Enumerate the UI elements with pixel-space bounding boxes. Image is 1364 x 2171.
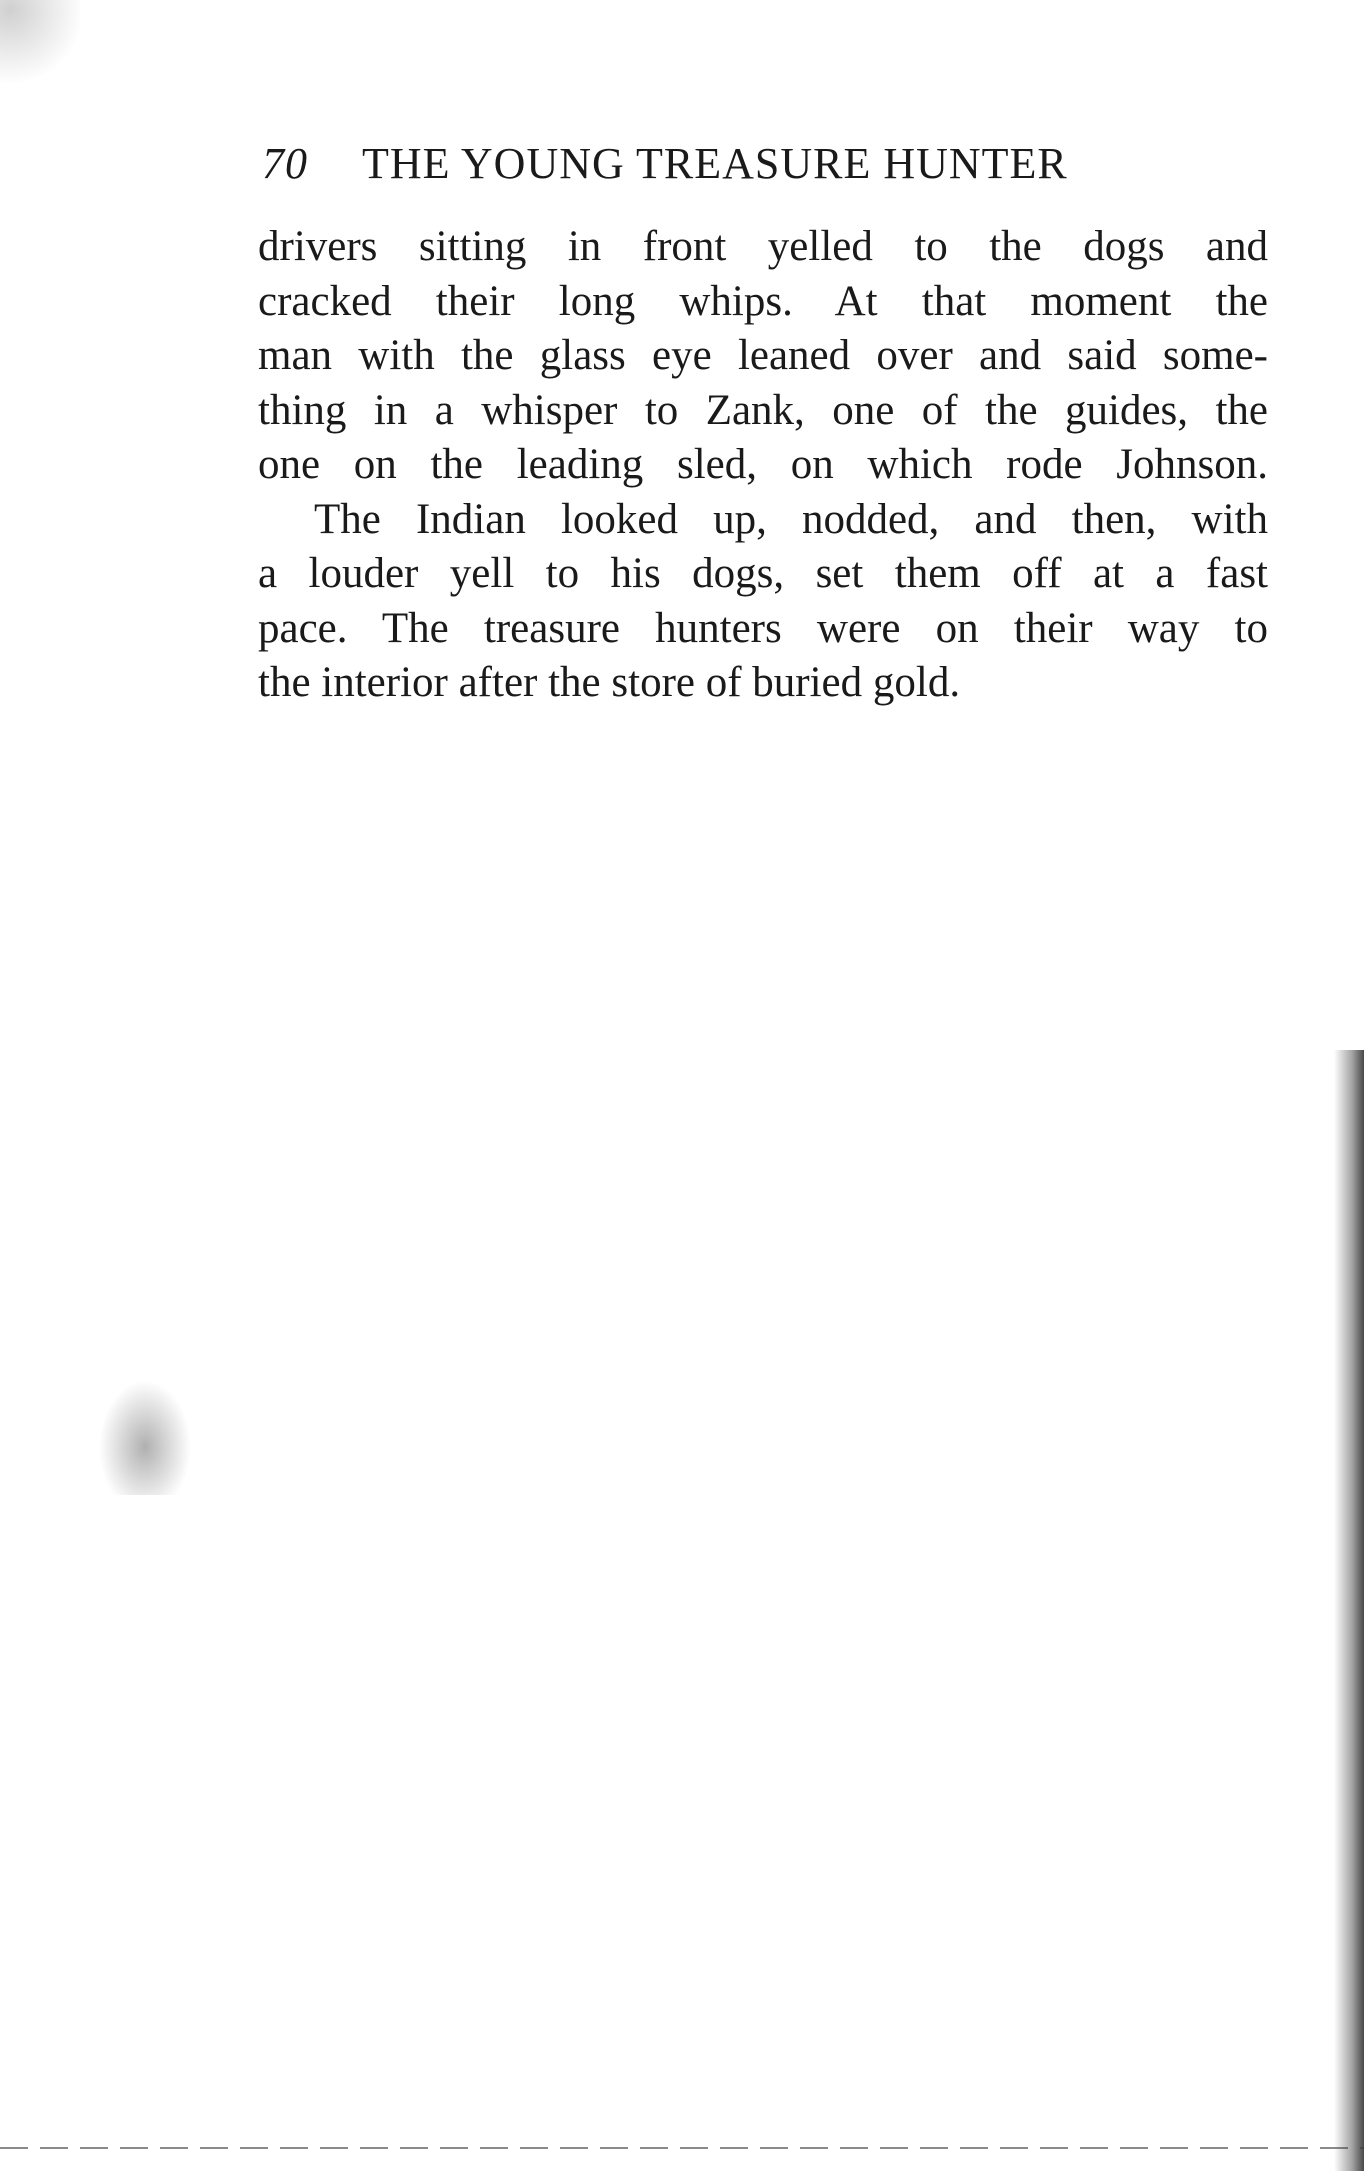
page-number: 70 — [262, 139, 308, 188]
text-line: pace. The treasure hunters were on their way to — [258, 604, 1268, 652]
paragraph — [258, 493, 1268, 711]
ink-smudge — [95, 1375, 195, 1495]
text-line: drivers sitting in front yelled to the dogs and — [258, 223, 1268, 270]
text-line: The Indian looked up, nodded, and then, with — [314, 495, 1268, 543]
paragraph — [258, 220, 1268, 493]
text-line: a louder yell to his dogs, set them off at a fast — [258, 550, 1268, 597]
text-line: the interior after the store of buried gold. — [258, 659, 961, 706]
running-title: THE YOUNG TREASURE HUNTER — [362, 139, 1068, 188]
scan-edge-shadow — [1334, 1050, 1364, 2171]
text-line: cracked their long whips. At that moment the — [258, 277, 1268, 325]
page-header — [262, 138, 1272, 198]
text-line: man with the glass eye leaned over and said some- — [258, 332, 1268, 379]
text-line: thing in a whisper to Zank, one of the guides, the — [258, 386, 1268, 434]
body-text — [258, 220, 1268, 711]
scan-corner-artifact — [0, 0, 80, 90]
scan-bottom-edge — [0, 2147, 1364, 2149]
text-line: one on the leading sled, on which rode Johnson. — [258, 441, 1268, 488]
